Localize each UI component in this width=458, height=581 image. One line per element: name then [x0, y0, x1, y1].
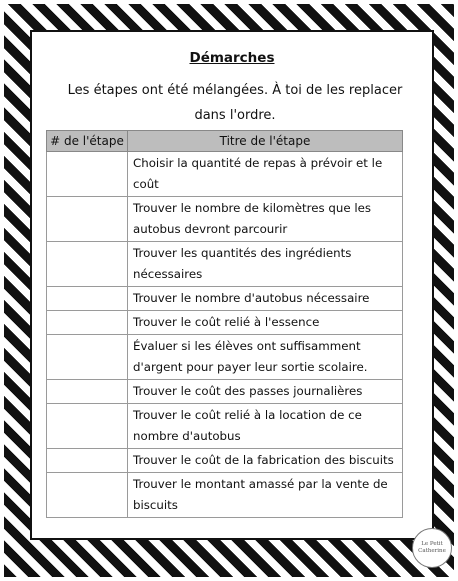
step-title-cell: Trouver le montant amassé par la vente de biscuits	[128, 473, 403, 518]
table-row	[47, 380, 403, 404]
table-row	[47, 152, 403, 197]
instructions-text: Les étapes ont été mélangées. À toi de les replacer dans l'ordre.	[67, 83, 403, 123]
step-number-cell[interactable]	[47, 473, 128, 518]
step-title-cell: Choisir la quantité de repas à prévoir et le coût	[128, 152, 403, 197]
step-number-cell[interactable]	[47, 152, 128, 197]
step-title-cell: Trouver le coût de la fabrication des biscuits	[128, 449, 403, 473]
logo-line-2: Catherine	[418, 548, 446, 554]
author-logo	[412, 528, 452, 568]
worksheet-panel	[30, 30, 434, 540]
table-row	[47, 335, 403, 380]
steps-table	[46, 130, 403, 518]
table-row	[47, 449, 403, 473]
table-row	[47, 404, 403, 449]
table-row	[47, 473, 403, 518]
step-number-cell[interactable]	[47, 242, 128, 287]
step-number-cell[interactable]	[47, 449, 128, 473]
step-number-cell[interactable]	[47, 380, 128, 404]
step-number-cell[interactable]	[47, 404, 128, 449]
page-title: Démarches	[189, 50, 275, 66]
table-row	[47, 287, 403, 311]
step-number-cell[interactable]	[47, 287, 128, 311]
header-step-title: Titre de l'étape	[128, 131, 403, 152]
table-row	[47, 311, 403, 335]
table-header-row	[47, 131, 403, 152]
table-row	[47, 242, 403, 287]
step-title-cell: Trouver le coût des passes journalières	[128, 380, 403, 404]
logo-line-1: Le Petit	[421, 541, 443, 547]
step-title-cell: Trouver le nombre d'autobus nécessaire	[128, 287, 403, 311]
step-title-cell: Évaluer si les élèves ont suffisamment d'argent pour payer leur sortie scolaire.	[128, 335, 403, 380]
step-number-cell[interactable]	[47, 311, 128, 335]
step-title-cell: Trouver le nombre de kilomètres que les autobus devront parcourir	[128, 197, 403, 242]
table-row	[47, 197, 403, 242]
step-number-cell[interactable]	[47, 197, 128, 242]
step-title-cell: Trouver le coût relié à l'essence	[128, 311, 403, 335]
step-title-cell: Trouver les quantités des ingrédients nécessaires	[128, 242, 403, 287]
step-title-cell: Trouver le coût relié à la location de ce nombre d'autobus	[128, 404, 403, 449]
step-number-cell[interactable]	[47, 335, 128, 380]
header-step-number: # de l'étape	[47, 131, 128, 152]
